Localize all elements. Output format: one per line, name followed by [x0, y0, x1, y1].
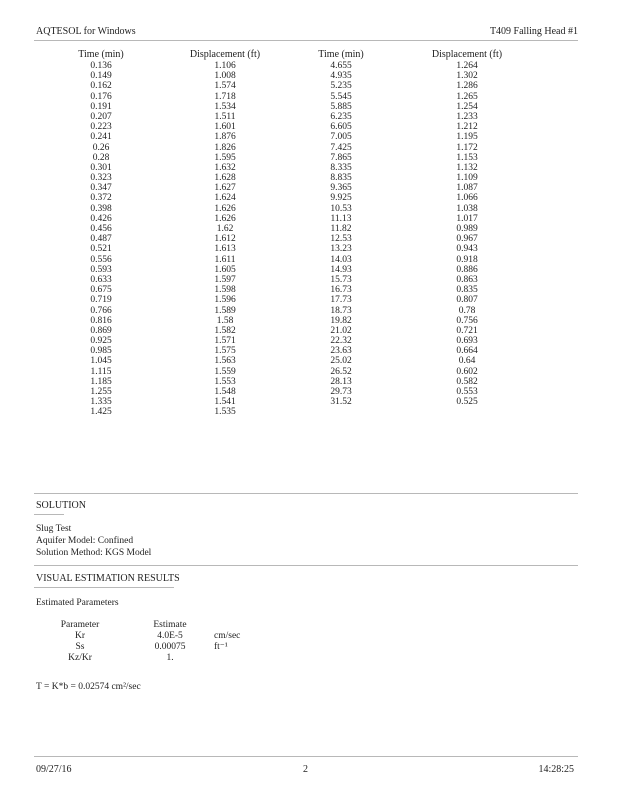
displacement-value: 0.525 — [456, 397, 478, 408]
time-values-1 — [66, 61, 136, 418]
displacement-value: 1.511 — [214, 111, 236, 122]
time-column-2 — [306, 49, 376, 407]
time-value: 1.335 — [90, 397, 112, 408]
displacement-value: 0.693 — [456, 336, 478, 347]
displacement-value: 1.106 — [214, 61, 236, 71]
time-value: 0.372 — [90, 193, 112, 204]
displacement-value: 0.943 — [456, 244, 478, 255]
displacement-value: 0.721 — [456, 325, 478, 336]
displacement-value: 1.611 — [214, 254, 236, 265]
time-value: 0.487 — [90, 234, 112, 245]
time-value: 0.191 — [90, 101, 112, 112]
displacement-value: 0.78 — [458, 305, 476, 316]
time-value: 0.633 — [90, 274, 112, 285]
time-value: 0.816 — [90, 315, 112, 326]
displacement-value: 1.571 — [214, 336, 236, 347]
time-value: 7.865 — [330, 152, 352, 163]
displacement-value: 1.58 — [216, 315, 234, 326]
displacement-value: 1.589 — [214, 305, 236, 316]
time-value: 0.176 — [90, 91, 112, 102]
displacement-value: 1.605 — [214, 264, 236, 275]
parameter-estimate: 1. — [166, 653, 174, 663]
displacement-column-2 — [412, 49, 522, 407]
displacement-value: 1.008 — [214, 71, 236, 82]
displacement-value: 1.876 — [214, 132, 236, 143]
displacement-value: 1.563 — [214, 356, 236, 367]
parameter-name: Kz/Kr — [68, 653, 92, 663]
displacement-value: 1.233 — [456, 111, 478, 122]
time-value: 1.425 — [90, 407, 112, 418]
displacement-value: 1.826 — [214, 142, 236, 153]
app-title: AQTESOL for Windows — [36, 26, 136, 37]
time-value: 7.425 — [330, 142, 352, 153]
time-value: 0.241 — [90, 132, 112, 143]
displacement-value: 1.286 — [456, 81, 478, 92]
displacement-value: 1.017 — [456, 213, 478, 224]
time-value: 0.162 — [90, 81, 112, 92]
time-value: 0.675 — [90, 285, 112, 296]
time-value: 10.53 — [330, 203, 352, 214]
parameter-name: Ss — [75, 642, 85, 652]
time-value: 5.235 — [330, 81, 352, 92]
displacement-value: 1.264 — [456, 61, 478, 71]
header-divider — [34, 40, 578, 41]
time-value: 4.655 — [330, 61, 352, 71]
time-value: 0.556 — [90, 254, 112, 265]
displacement-value: 1.172 — [456, 142, 478, 153]
estimate-header: Estimate — [153, 620, 187, 630]
test-title: T409 Falling Head #1 — [489, 26, 578, 37]
time-value: 6.605 — [330, 122, 352, 133]
time-value: 0.207 — [90, 111, 112, 122]
displacement-value: 1.038 — [456, 203, 478, 214]
parameter-estimate: 4.0E-5 — [157, 631, 183, 641]
footer-date: 09/27/16 — [36, 764, 72, 775]
displacement-value: 0.582 — [456, 376, 478, 387]
parameter-name: Kr — [74, 631, 86, 641]
displacement-value: 1.066 — [456, 193, 478, 204]
displacement-value: 0.64 — [458, 356, 476, 367]
displacement-value: 1.302 — [456, 71, 478, 82]
time-value: 12.53 — [330, 234, 352, 245]
displacement-value: 0.886 — [456, 264, 478, 275]
displacement-value: 1.598 — [214, 285, 236, 296]
displacement-value: 1.559 — [214, 366, 236, 377]
solution-title: SOLUTION — [36, 500, 86, 511]
time-value: 0.985 — [90, 346, 112, 357]
time-value: 9.365 — [330, 183, 352, 194]
displacement-value: 1.265 — [456, 91, 478, 102]
displacement-value: 1.597 — [214, 274, 236, 285]
displacement-header-1: Displacement (ft) — [189, 49, 261, 60]
time-value: 0.398 — [90, 203, 112, 214]
displacement-value: 1.254 — [456, 101, 478, 112]
displacement-value: 1.632 — [214, 162, 236, 173]
displacement-value: 1.613 — [214, 244, 236, 255]
time-value: 31.52 — [330, 397, 352, 408]
solution-divider — [34, 493, 578, 494]
time-value: 28.13 — [330, 376, 352, 387]
displacement-value: 1.601 — [214, 122, 236, 133]
time-value: 0.347 — [90, 183, 112, 194]
time-value: 0.719 — [90, 295, 112, 306]
displacement-value: 0.807 — [456, 295, 478, 306]
displacement-value: 0.664 — [456, 346, 478, 357]
time-value: 0.26 — [92, 142, 110, 153]
test-type: Slug Test — [36, 524, 72, 534]
displacement-value: 1.596 — [214, 295, 236, 306]
time-value: 13.23 — [330, 244, 352, 255]
displacement-header-2: Displacement (ft) — [431, 49, 503, 60]
displacement-value: 1.612 — [214, 234, 236, 245]
visual-underline — [34, 587, 174, 588]
time-values-2 — [306, 61, 376, 407]
solution-method: Solution Method: KGS Model — [36, 548, 152, 558]
time-value: 0.426 — [90, 213, 112, 224]
displacement-value: 1.627 — [214, 183, 236, 194]
displacement-value: 1.718 — [214, 91, 236, 102]
displacement-value: 0.835 — [456, 285, 478, 296]
visual-title: VISUAL ESTIMATION RESULTS — [36, 573, 180, 584]
displacement-value: 0.863 — [456, 274, 478, 285]
time-value: 0.925 — [90, 336, 112, 347]
displacement-value: 1.087 — [456, 183, 478, 194]
footer-time: 14:28:25 — [538, 764, 574, 775]
visual-divider — [34, 565, 578, 566]
displacement-value: 1.535 — [214, 407, 236, 418]
time-value: 5.885 — [330, 101, 352, 112]
time-value: 8.335 — [330, 162, 352, 173]
displacement-values-1 — [170, 61, 280, 418]
displacement-value: 1.62 — [216, 224, 234, 234]
time-value: 25.02 — [330, 356, 352, 367]
time-value: 0.136 — [90, 61, 112, 71]
time-value: 26.52 — [330, 366, 352, 377]
time-value: 11.82 — [330, 224, 352, 234]
displacement-value: 1.109 — [456, 173, 478, 184]
displacement-value: 0.756 — [456, 315, 478, 326]
displacement-value: 1.626 — [214, 203, 236, 214]
time-value: 1.115 — [90, 366, 112, 377]
displacement-value: 1.582 — [214, 325, 236, 336]
time-value: 15.73 — [330, 274, 352, 285]
time-value: 6.235 — [330, 111, 352, 122]
displacement-value: 1.195 — [456, 132, 478, 143]
displacement-value: 1.132 — [456, 162, 478, 173]
parameter-unit: cm/sec — [214, 631, 241, 641]
time-value: 1.255 — [90, 387, 112, 397]
footer-page-number: 2 — [303, 764, 308, 775]
time-value: 16.73 — [330, 285, 352, 296]
time-value: 0.149 — [90, 71, 112, 82]
time-value: 1.185 — [90, 376, 112, 387]
displacement-column-1 — [170, 49, 280, 418]
time-header-1: Time (min) — [78, 49, 124, 60]
displacement-value: 0.918 — [456, 254, 478, 265]
aquifer-model: Aquifer Model: Confined — [36, 536, 134, 546]
solution-underline — [34, 514, 64, 515]
time-header-2: Time (min) — [318, 49, 364, 60]
time-value: 0.593 — [90, 264, 112, 275]
displacement-value: 0.967 — [456, 234, 478, 245]
time-value: 18.73 — [330, 305, 352, 316]
time-value: 0.223 — [90, 122, 112, 133]
displacement-value: 1.624 — [214, 193, 236, 204]
parameter-header: Parameter — [60, 620, 100, 630]
time-value: 9.925 — [330, 193, 352, 204]
time-value: 17.73 — [330, 295, 352, 306]
time-value: 14.93 — [330, 264, 352, 275]
time-value: 21.02 — [330, 325, 352, 336]
displacement-value: 0.602 — [456, 366, 478, 377]
displacement-value: 1.534 — [214, 101, 236, 112]
parameter-estimate: 0.00075 — [154, 642, 186, 652]
displacement-value: 1.153 — [456, 152, 478, 163]
displacement-values-2 — [412, 61, 522, 407]
time-column-1 — [66, 49, 136, 418]
time-value: 19.82 — [330, 315, 352, 326]
time-value: 0.323 — [90, 173, 112, 184]
displacement-value: 0.989 — [456, 224, 478, 234]
time-value: 0.521 — [90, 244, 112, 255]
parameter-unit: ft⁻¹ — [214, 642, 228, 652]
time-value: 29.73 — [330, 387, 352, 397]
displacement-value: 1.595 — [214, 152, 236, 163]
displacement-value: 0.553 — [456, 387, 478, 397]
time-value: 5.545 — [330, 91, 352, 102]
time-value: 0.28 — [92, 152, 110, 163]
displacement-value: 1.628 — [214, 173, 236, 184]
time-value: 0.869 — [90, 325, 112, 336]
displacement-value: 1.553 — [214, 376, 236, 387]
time-value: 0.766 — [90, 305, 112, 316]
time-value: 8.835 — [330, 173, 352, 184]
displacement-value: 1.626 — [214, 213, 236, 224]
footer-divider — [34, 756, 578, 757]
estimated-parameters-title: Estimated Parameters — [36, 598, 119, 608]
displacement-value: 1.541 — [214, 397, 236, 408]
displacement-value: 1.574 — [214, 81, 236, 92]
time-value: 0.456 — [90, 224, 112, 234]
time-value: 22.32 — [330, 336, 352, 347]
time-value: 4.935 — [330, 71, 352, 82]
time-value: 0.301 — [90, 162, 112, 173]
time-value: 11.13 — [330, 213, 352, 224]
time-value: 14.03 — [330, 254, 352, 265]
displacement-value: 1.548 — [214, 387, 236, 397]
transmissivity: T = K*b = 0.02574 cm²/sec — [36, 682, 141, 692]
displacement-value: 1.212 — [456, 122, 478, 133]
time-value: 7.005 — [330, 132, 352, 143]
displacement-value: 1.575 — [214, 346, 236, 357]
time-value: 23.63 — [330, 346, 352, 357]
time-value: 1.045 — [90, 356, 112, 367]
